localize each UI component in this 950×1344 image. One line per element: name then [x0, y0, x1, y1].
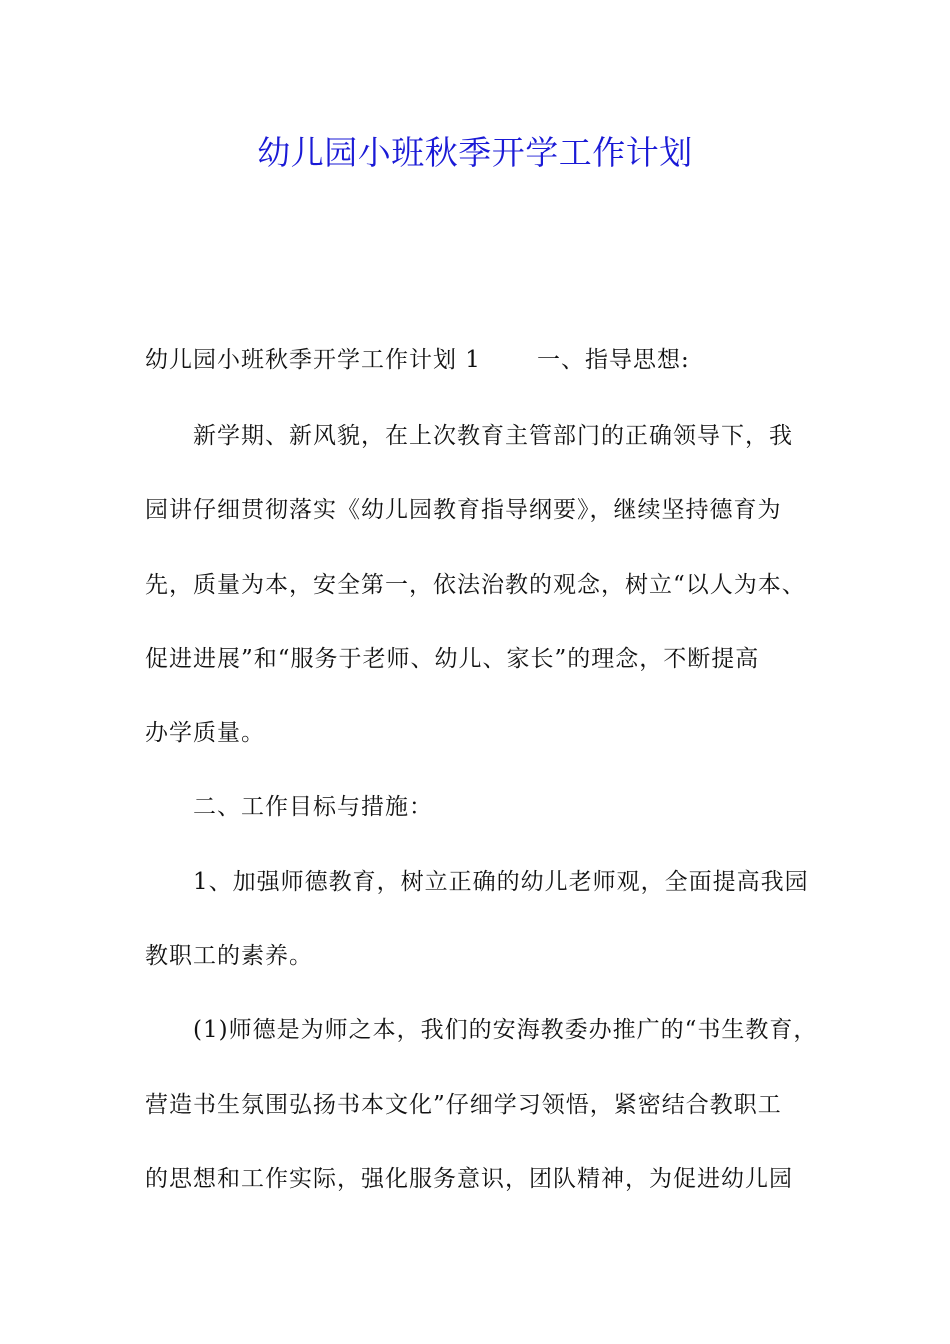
paragraph-line: 园讲仔细贯彻落实《幼儿园教育指导纲要》，继续坚持德育为 [145, 497, 782, 523]
paragraph-line: (1)师德是为师之本，我们的安海教委办推广的“书生教育， [193, 1017, 818, 1043]
paragraph-line: 的思想和工作实际，强化服务意识，团队精神，为促进幼儿园 [145, 1166, 793, 1192]
paragraph-line: 促进进展”和“服务于老师、幼儿、家长”的理念，不断提高 [145, 646, 760, 672]
paragraph-line: 先，质量为本，安全第一，依法治教的观念，树立“以人为本、 [145, 572, 806, 598]
document-title: 幼儿园小班秋季开学工作计划 [257, 133, 693, 172]
paragraph-line: 营造书生氛围弘扬书本文化”仔细学习领悟，紧密结合教职工 [145, 1092, 782, 1118]
plan-subtitle: 幼儿园小班秋季开学工作计划 1 [145, 347, 481, 373]
paragraph-line: 1、加强师德教育，树立正确的幼儿老师观，全面提高我园 [193, 869, 809, 895]
section-heading-line [145, 345, 690, 375]
paragraph-line: 新学期、新风貌，在上次教育主管部门的正确领导下，我 [193, 423, 793, 449]
paragraph-line: 办学质量。 [145, 720, 265, 746]
section-heading-goals: 二、工作目标与措施： [193, 794, 433, 820]
paragraph-line: 教职工的素养。 [145, 943, 313, 969]
section-heading-guiding-thought: 一、指导思想: [536, 347, 690, 373]
